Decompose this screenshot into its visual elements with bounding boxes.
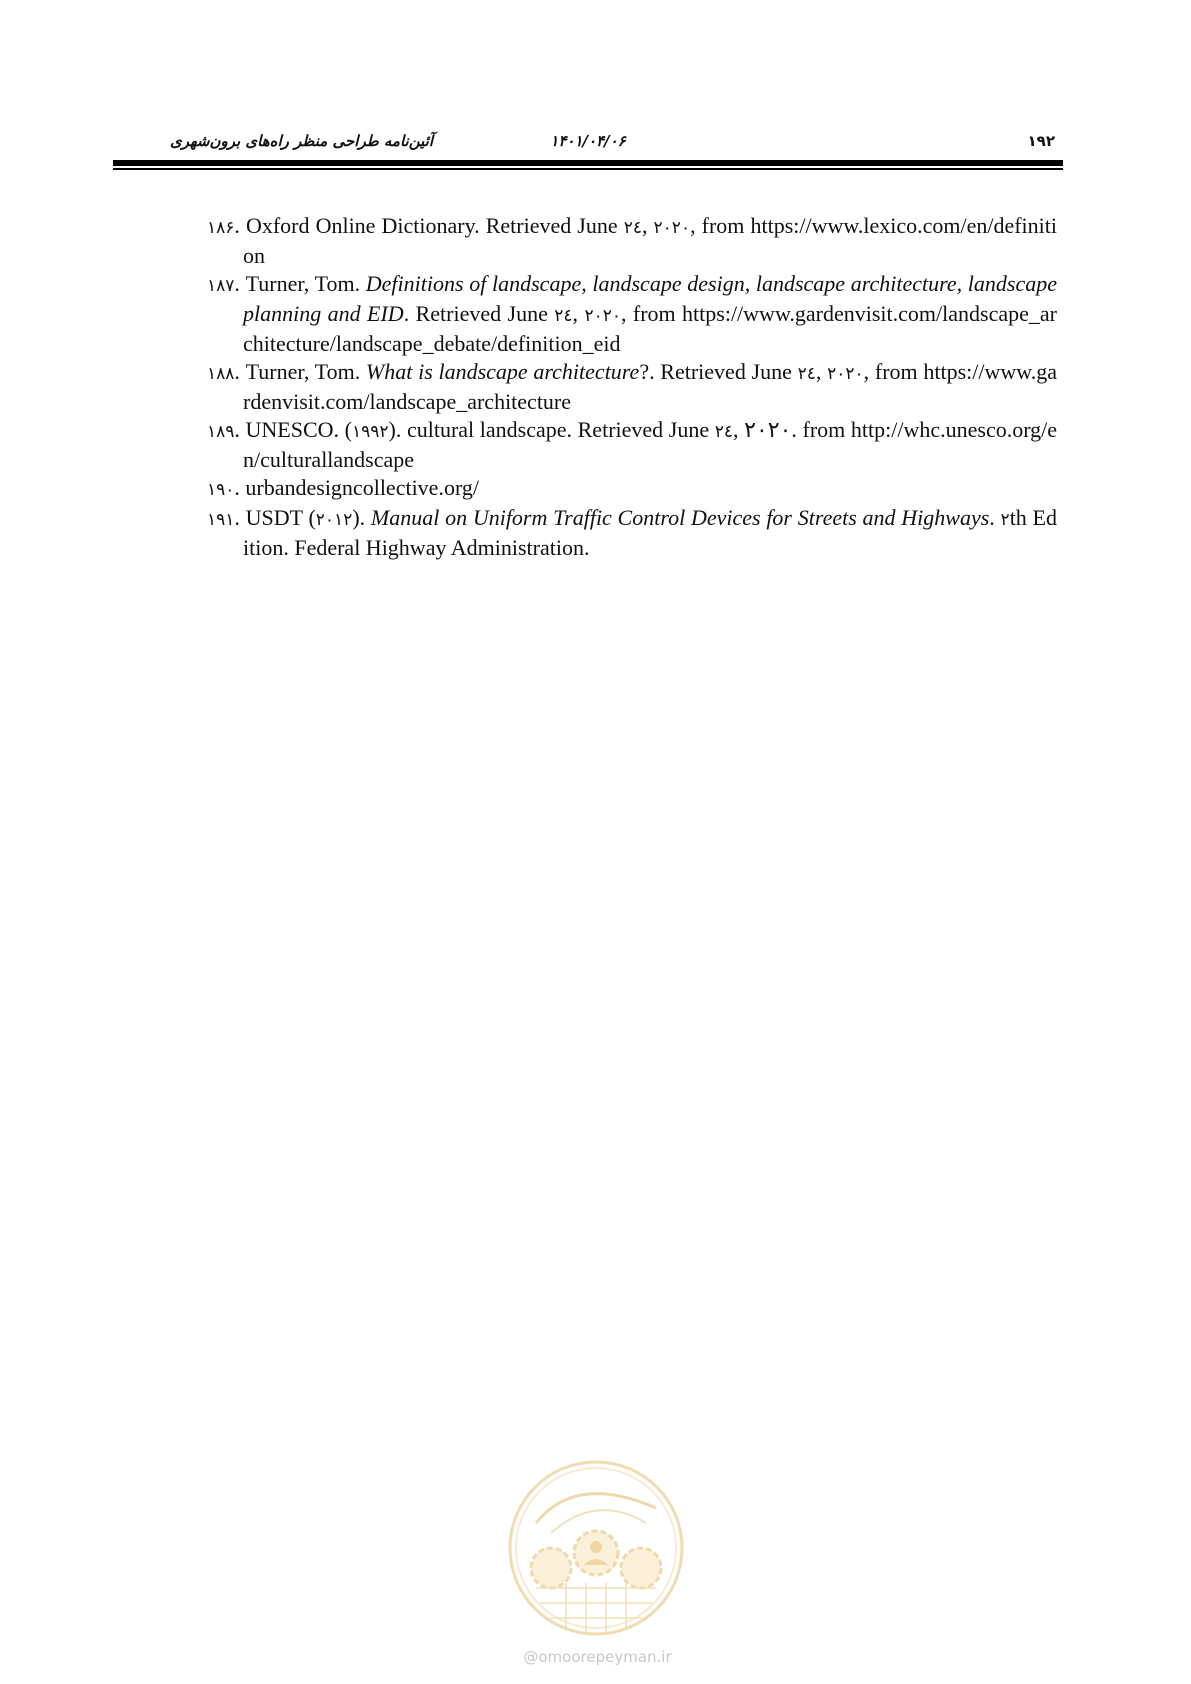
- reference-number: ۱۸۶: [207, 218, 235, 238]
- reference-number: ۱۸۸: [207, 364, 235, 384]
- reference-text: Oxford Online Dictionary. Retrieved June: [245, 213, 624, 238]
- page-header: [113, 128, 1063, 158]
- reference-edition-number: ۲: [1000, 510, 1010, 530]
- reference-year: ۱۹۹۲: [352, 422, 389, 442]
- reference-separator: ).: [352, 505, 371, 530]
- reference-year: ۲۰۲۰: [827, 364, 864, 384]
- reference-author: USDT (: [245, 505, 316, 530]
- header-title: آئین‌نامه طراحی منظر راه‌های برون‌شهری: [170, 132, 433, 150]
- reference-source: , ۲۰۲۰. from http://whc.unesco.org/en/culturallandscape: [243, 417, 1058, 472]
- page-number: ۱۹۲: [1027, 132, 1055, 150]
- reference-separator: ,: [815, 359, 828, 384]
- header-rule-thick: [113, 160, 1063, 166]
- reference-author: UNESCO. (: [245, 417, 352, 442]
- reference-item-190: ۱۹۰. urbandesigncollective.org/: [207, 475, 479, 500]
- header-rule-thin: [113, 168, 1063, 170]
- reference-author: Turner, Tom.: [245, 359, 366, 384]
- reference-number: ۱۹۰: [207, 480, 235, 500]
- reference-day: ۲٤: [714, 422, 734, 442]
- reference-text: . Retrieved June: [403, 301, 555, 326]
- header-date: ۱۴۰۱/۰۴/۰۶: [550, 132, 626, 150]
- reference-year: ۲۰۲۰: [653, 218, 691, 238]
- reference-source: , from https://www.gardenvisit.com/landscape_architecture: [243, 359, 1058, 414]
- reference-separator: ,: [641, 213, 654, 238]
- reference-item-186: ۱۸۶. Oxford Online Dictionary. Retrieved June ۲٤, ۲۰۲۰, from https://www.lexico.com/en/definition: [207, 213, 1057, 268]
- reference-text: ?. Retrieved June: [639, 359, 798, 384]
- reference-text: th Edition. Federal Highway Administration.: [243, 505, 1057, 560]
- reference-item-187: ۱۸۷. Turner, Tom. Definitions of landscape, landscape design, landscape architecture, landscape planning and EID. Retrieved June ۲٤, ۲۰۲۰, from https://www.gardenvisit.com/landscape_architecture/landscape_debate/definition_eid: [207, 271, 1058, 356]
- reference-item-191: ۱۹۱. USDT (۲۰۱۲). Manual on Uniform Traffic Control Devices for Streets and Highways. ۲th Edition. Federal Highway Administration.: [207, 505, 1057, 560]
- watermark-site-text: @omoorepeyman.ir: [523, 1648, 672, 1666]
- reference-number: ۱۸۹: [207, 422, 235, 442]
- reference-number: ۱۸۷: [207, 276, 235, 296]
- reference-title: Manual on Uniform Traffic Control Devices for Streets and Highways: [370, 505, 990, 530]
- reference-list: [207, 212, 1057, 562]
- reference-day: ۲٤: [623, 218, 642, 238]
- reference-source: , from https://www.gardenvisit.com/landscape_architecture/landscape_debate/definition_eid: [243, 301, 1057, 356]
- reference-item-188: ۱۸۸. Turner, Tom. What is landscape architecture?. Retrieved June ۲٤, ۲۰۲۰, from https://www.gardenvisit.com/landscape_architecture: [207, 359, 1058, 414]
- reference-author: Turner, Tom.: [245, 271, 366, 296]
- reference-title: What is landscape architecture: [365, 359, 640, 384]
- reference-year: ۲۰۱۲: [315, 510, 353, 530]
- reference-source: , from https://www.lexico.com/en/definition: [243, 213, 1057, 268]
- reference-day: ۲٤: [554, 306, 573, 326]
- reference-separator: ,: [572, 301, 585, 326]
- reference-item-189: ۱۸۹. UNESCO. (۱۹۹۲). cultural landscape. Retrieved June ۲٤, ۲۰۲۰. from http://whc.unesco.org/en/culturallandscape: [207, 417, 1058, 472]
- reference-text: ). cultural landscape. Retrieved June: [388, 417, 715, 442]
- reference-source: urbandesigncollective.org/: [245, 475, 479, 500]
- watermark-logo-icon: [506, 1453, 686, 1653]
- reference-year: ۲۰۲۰: [584, 306, 621, 326]
- reference-title: Definitions of landscape, landscape design, landscape architecture, landscape planning and EID: [243, 271, 1058, 326]
- reference-number: ۱۹۱: [207, 510, 235, 530]
- reference-day: ۲٤: [797, 364, 816, 384]
